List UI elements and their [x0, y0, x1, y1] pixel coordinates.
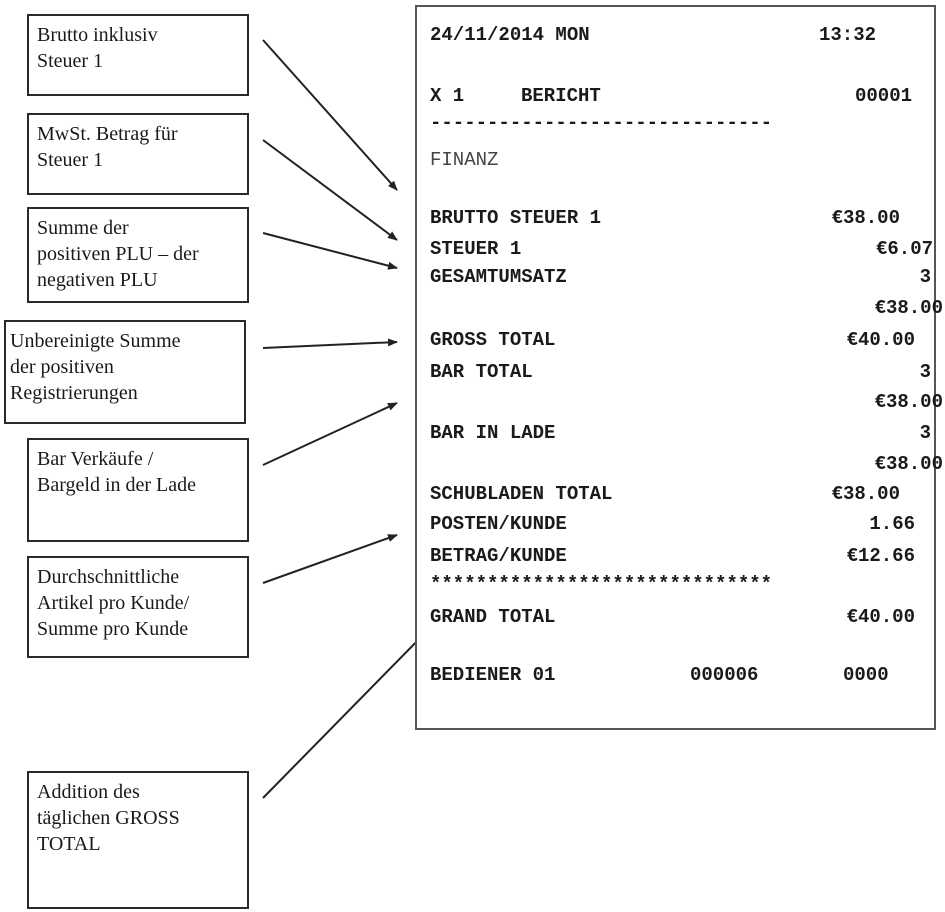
receipt-date: 24/11/2014 MON — [430, 24, 590, 46]
receipt-stars: ****************************** — [430, 573, 773, 595]
receipt-row-amount: €38.00 — [874, 453, 943, 475]
callout-text-line: Bar Verkäufe / — [37, 448, 154, 470]
receipt-row-amount: €38.00 — [874, 391, 943, 413]
callout-text-line: Registrierungen — [10, 382, 138, 404]
arrow-mwst — [263, 140, 397, 240]
callout-text-line: Brutto inklusiv — [37, 24, 158, 46]
callout-text-line: täglichen GROSS — [37, 807, 180, 829]
receipt-operator-number: 000006 — [690, 664, 759, 686]
callout-text-line: Steuer 1 — [37, 50, 104, 72]
receipt-row-value: €38.00 — [831, 207, 900, 229]
receipt-report-counter: 00001 — [855, 85, 913, 107]
callout-text-line: Summe der — [37, 217, 129, 239]
receipt-row-value: €38.00 — [831, 483, 900, 505]
receipt-operator-label: BEDIENER 01 — [430, 664, 556, 686]
arrow-bar — [263, 403, 397, 465]
callout-text-line: Bargeld in der Lade — [37, 474, 197, 496]
receipt-row-label: POSTEN/KUNDE — [430, 513, 567, 535]
receipt-row-label: STEUER 1 — [430, 238, 522, 260]
receipt-report-number: X 1 — [430, 85, 465, 107]
receipt-grand-total-label: GRAND TOTAL — [430, 606, 556, 628]
receipt-row-label: BETRAG/KUNDE — [430, 545, 567, 567]
receipt-row-value: €12.66 — [846, 545, 915, 567]
receipt-row-value: €40.00 — [846, 329, 915, 351]
receipt-row-value: 1.66 — [869, 513, 915, 535]
receipt-report-title: BERICHT — [521, 85, 601, 107]
callout-text-line: positiven PLU – der — [37, 243, 199, 265]
receipt-row-label: BAR IN LADE — [430, 422, 556, 444]
receipt-row-label: BAR TOTAL — [430, 361, 533, 383]
arrow-plu — [263, 233, 397, 268]
receipt-row-value: €6.07 — [875, 238, 933, 260]
callout-text-line: Addition des — [37, 781, 140, 803]
receipt-row-label: BRUTTO STEUER 1 — [430, 207, 602, 229]
receipt-row-amount: €38.00 — [874, 297, 943, 319]
receipt-row-count: 3 — [919, 422, 931, 444]
receipt-time: 13:32 — [819, 24, 877, 46]
callout-text-line: negativen PLU — [37, 269, 158, 291]
callout-text-line: MwSt. Betrag für — [37, 123, 178, 145]
callout-text-line: der positiven — [10, 356, 114, 378]
callout-text-line: Artikel pro Kunde/ — [37, 592, 190, 614]
callout-text-line: Durchschnittliche — [37, 566, 180, 588]
arrow-durchschnitt — [263, 535, 397, 583]
receipt-grand-total-value: €40.00 — [846, 606, 915, 628]
callout-text-line: Summe pro Kunde — [37, 618, 189, 640]
receipt-separator: ------------------------------ — [430, 112, 773, 134]
callout-text-line: Unbereinigte Summe — [10, 330, 181, 352]
receipt-row-count: 3 — [919, 361, 931, 383]
receipt-section-title: FINANZ — [430, 149, 499, 171]
callout-text-line: Steuer 1 — [37, 149, 104, 171]
receipt-operator-code: 0000 — [843, 664, 889, 686]
arrow-grand-total — [263, 630, 428, 798]
arrow-brutto — [263, 40, 397, 190]
receipt-row-label: GESAMTUMSATZ — [430, 266, 567, 288]
receipt-row-label: SCHUBLADEN TOTAL — [430, 483, 613, 505]
receipt-row-label: GROSS TOTAL — [430, 329, 556, 351]
receipt-row-count: 3 — [919, 266, 931, 288]
callout-text-line: TOTAL — [37, 833, 101, 855]
arrow-gross — [263, 342, 397, 348]
